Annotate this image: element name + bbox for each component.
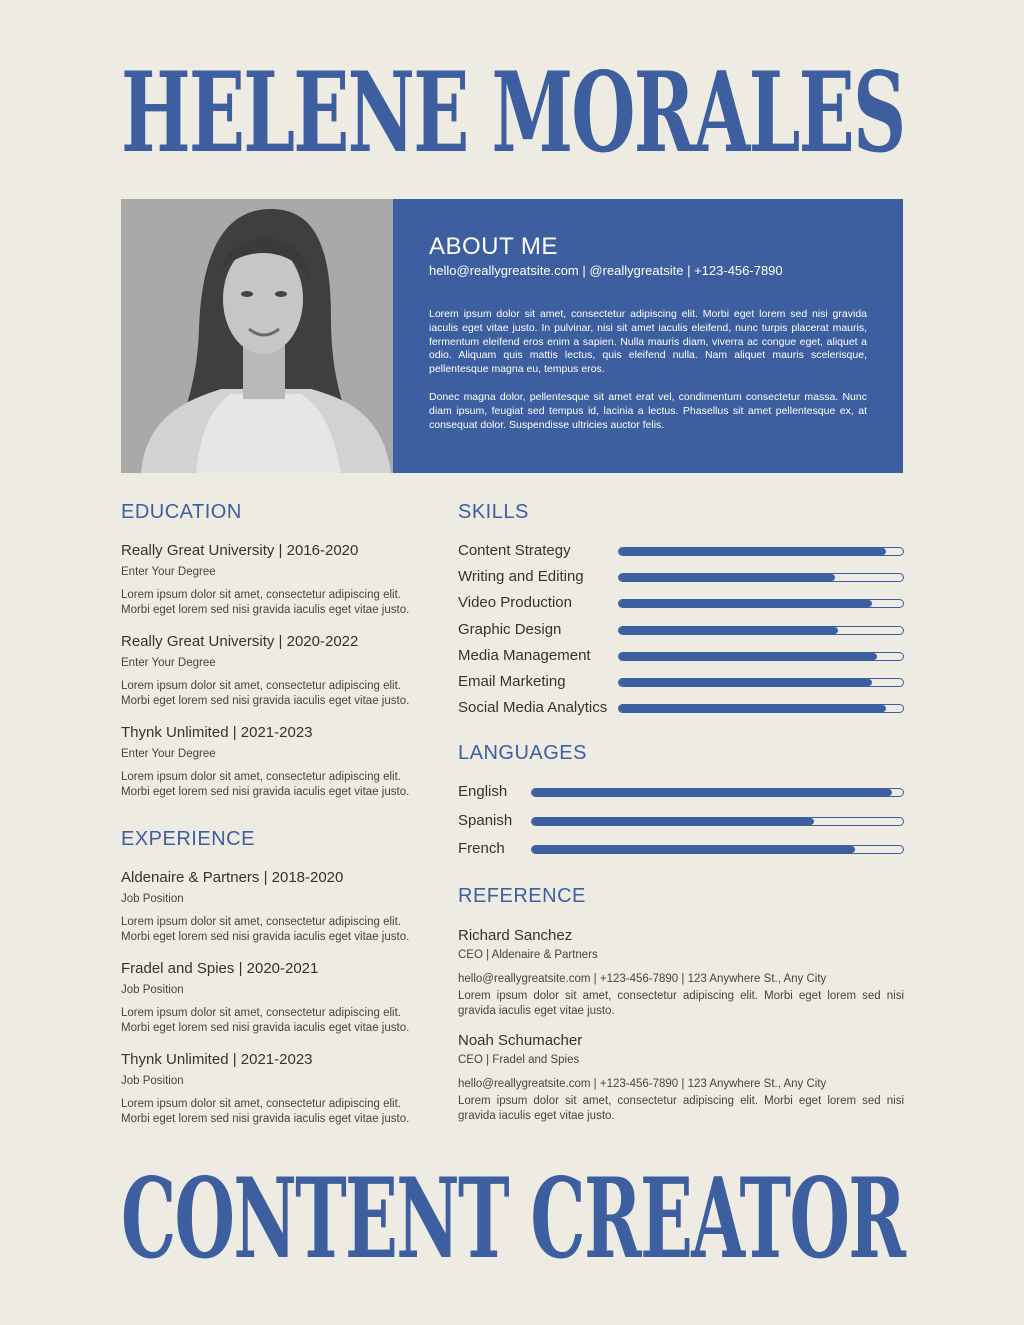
reference-contact: hello@reallygreatsite.com | +123-456-7890 | 123 Anywhere St., Any City <box>458 1078 827 1090</box>
skill-row <box>458 542 904 562</box>
language-level-fill <box>532 789 892 796</box>
skill-level-fill <box>619 600 872 607</box>
languages-title: LANGUAGES <box>458 742 587 764</box>
experience-entry <box>121 869 416 945</box>
language-label: English <box>458 783 508 800</box>
skill-row <box>458 647 904 667</box>
skill-level-fill <box>619 574 835 581</box>
language-label: Spanish <box>458 811 513 829</box>
skill-level-fill <box>619 627 838 634</box>
skill-level-fill <box>619 653 877 660</box>
skill-row <box>458 568 904 588</box>
skill-level-bar <box>618 599 904 608</box>
reference-entry <box>458 1032 904 1123</box>
language-label: French <box>458 840 505 857</box>
skill-row <box>458 673 904 693</box>
skill-label: Writing and Editing <box>458 568 584 586</box>
skill-label: Video Production <box>458 594 572 612</box>
skill-label: Media Management <box>458 646 591 664</box>
reference-description: Lorem ipsum dolor sit amet, consectetur adipiscing elit. Morbi eget lorem sed nisi gravida iaculis eget vitae justo. <box>458 1095 904 1122</box>
entry-title: Thynk Unlimited | 2021-2023 <box>121 724 313 741</box>
about-panel <box>393 199 903 473</box>
language-row <box>458 783 904 803</box>
entry-subtitle: Enter Your Degree <box>121 566 216 578</box>
entry-title: Aldenaire & Partners | 2018-2020 <box>121 869 344 886</box>
skill-label: Social Media Analytics <box>458 699 608 717</box>
skill-level-bar <box>618 678 904 687</box>
skill-row <box>458 594 904 614</box>
about-contact: hello@reallygreatsite.com | @reallygreatsite | +123-456-7890 <box>429 263 783 278</box>
entry-description: Lorem ipsum dolor sit amet, consectetur adipiscing elit. Morbi eget lorem sed nisi gravida iaculis eget vitae justo. <box>121 680 410 707</box>
about-paragraph: Donec magna dolor, pellentesque sit amet erat vel, condimentum consectetur massa. Nunc diam ipsum, feugiat sed tempus id, lacinia a lectus. Phasellus sit amet pellentesque ex, at consequat dolor. Suspendisse ultricies auctor felis. <box>429 391 867 431</box>
about-paragraph: Lorem ipsum dolor sit amet, consectetur adipiscing elit. Morbi eget lorem sed nisi gravida iaculis eget vitae justo. In pulvinar, nisi sit amet iaculis eleifend, nunc turpis placerat mauris, fermentum eleifend eros enim a sapien. Nulla mauris diam, viverra ac congue eget, aliquet a odio. Aliquam quis mattis lectus, quis eleifend nulla. Nam aliquet mauris scelerisque, pellentesque magna eu, tempus eros. <box>429 308 867 376</box>
skill-row <box>458 621 904 641</box>
entry-description: Lorem ipsum dolor sit amet, consectetur adipiscing elit. Morbi eget lorem sed nisi gravida iaculis eget vitae justo. <box>121 589 410 616</box>
skill-level-bar <box>618 626 904 635</box>
entry-title: Really Great University | 2020-2022 <box>121 633 359 650</box>
reference-name: Noah Schumacher <box>458 1032 583 1049</box>
entry-description: Lorem ipsum dolor sit amet, consectetur adipiscing elit. Morbi eget lorem sed nisi gravida iaculis eget vitae justo. <box>121 771 410 798</box>
skill-level-bar <box>618 573 904 582</box>
skill-level-bar <box>618 547 904 556</box>
profile-photo <box>121 199 393 473</box>
skill-label: Email Marketing <box>458 673 566 690</box>
education-entry <box>121 633 416 709</box>
about-title: ABOUT ME <box>429 233 558 260</box>
education-entry <box>121 724 416 800</box>
entry-title: Thynk Unlimited | 2021-2023 <box>121 1051 313 1068</box>
entry-description: Lorem ipsum dolor sit amet, consectetur adipiscing elit. Morbi eget lorem sed nisi gravida iaculis eget vitae justo. <box>121 1098 410 1125</box>
skill-level-fill <box>619 548 886 555</box>
skills-title: SKILLS <box>458 501 529 523</box>
entry-description: Lorem ipsum dolor sit amet, consectetur adipiscing elit. Morbi eget lorem sed nisi gravida iaculis eget vitae justo. <box>121 916 410 943</box>
language-level-bar <box>531 817 904 826</box>
name-title: HELENE MORALES <box>121 48 905 179</box>
reference-role: CEO | Fradel and Spies <box>458 1054 580 1066</box>
entry-description: Lorem ipsum dolor sit amet, consectetur adipiscing elit. Morbi eget lorem sed nisi gravida iaculis eget vitae justo. <box>121 1007 410 1034</box>
skill-label: Graphic Design <box>458 620 562 638</box>
language-level-fill <box>532 818 814 825</box>
skill-level-fill <box>619 705 886 712</box>
language-level-bar <box>531 788 904 797</box>
language-row <box>458 812 904 832</box>
reference-title: REFERENCE <box>458 885 586 907</box>
language-row <box>458 840 904 860</box>
language-level-bar <box>531 845 904 854</box>
skill-level-fill <box>619 679 872 686</box>
entry-title: Really Great University | 2016-2020 <box>121 542 359 559</box>
reference-name: Richard Sanchez <box>458 927 573 944</box>
experience-entry <box>121 960 416 1036</box>
skill-level-bar <box>618 704 904 713</box>
education-entry <box>121 542 416 618</box>
entry-subtitle: Enter Your Degree <box>121 748 216 760</box>
skill-level-bar <box>618 652 904 661</box>
role-title: CONTENT CREATOR <box>121 1154 905 1285</box>
education-title: EDUCATION <box>121 501 242 523</box>
reference-entry <box>458 927 904 1018</box>
experience-entry <box>121 1051 416 1127</box>
entry-subtitle: Job Position <box>121 984 184 996</box>
reference-contact: hello@reallygreatsite.com | +123-456-7890 | 123 Anywhere St., Any City <box>458 973 827 985</box>
entry-title: Fradel and Spies | 2020-2021 <box>121 960 319 977</box>
experience-title: EXPERIENCE <box>121 828 255 850</box>
entry-subtitle: Enter Your Degree <box>121 657 216 669</box>
entry-subtitle: Job Position <box>121 1075 184 1087</box>
skill-label: Content Strategy <box>458 542 571 559</box>
skill-row <box>458 699 904 719</box>
language-level-fill <box>532 846 855 853</box>
entry-subtitle: Job Position <box>121 893 184 905</box>
reference-role: CEO | Aldenaire & Partners <box>458 949 598 961</box>
reference-description: Lorem ipsum dolor sit amet, consectetur adipiscing elit. Morbi eget lorem sed nisi gravida iaculis eget vitae justo. <box>458 990 904 1017</box>
